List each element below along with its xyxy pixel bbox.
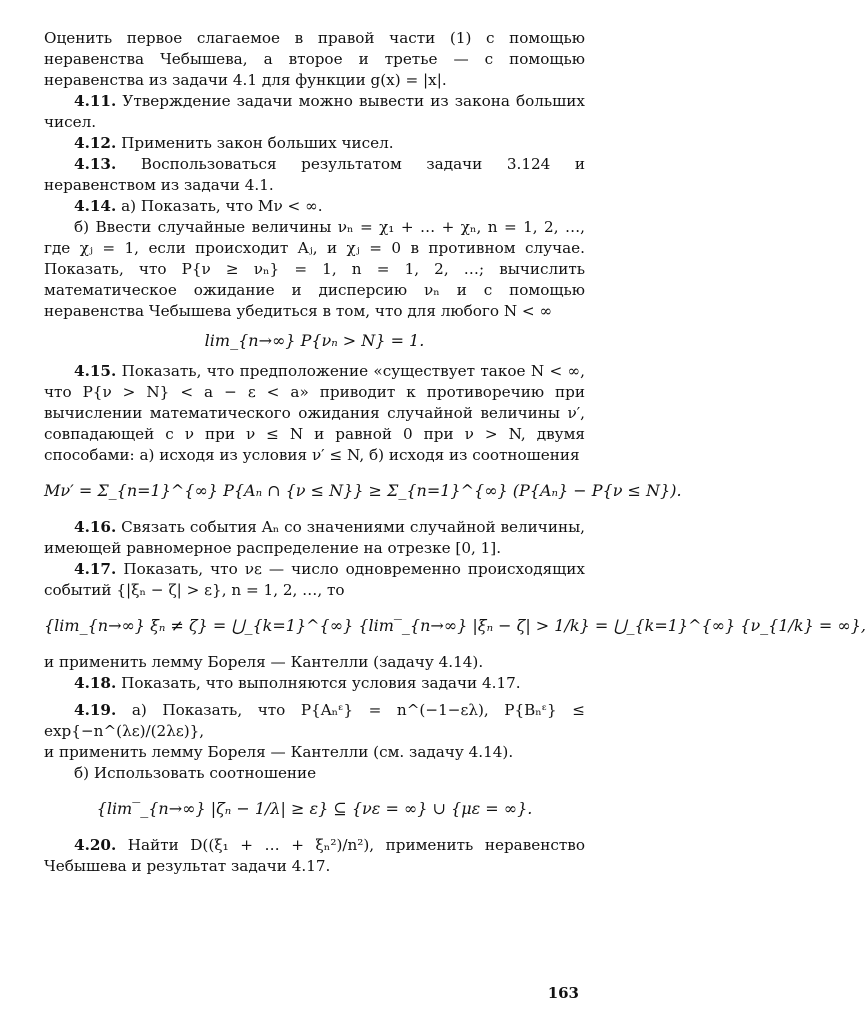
paragraph-text: а) Показать, что Mν < ∞. [116,197,323,215]
paragraph-text: Утверждение задачи можно вывести из закона больших чисел. [44,92,585,131]
paragraph-text: Показать, что предположение «существует такое N < ∞, что P{ν > N} < a − ε < a» приводит к противоречию при вычислении математического ожидания случайной величины ν′, совпадающей с ν при ν ≤ N и равной 0 при ν > N, двумя способами: а) исходя из условия ν′ ≤ N, б) исходя из соотношения [44,362,585,464]
problem-number: 4.16. [74,518,117,536]
problem-number: 4.20. [74,836,117,854]
problem-number: 4.18. [74,674,117,692]
paragraph-borel-cantelli-2 [44,742,585,763]
paragraph-text: и применить лемму Бореля — Кантелли (см. задачу 4.14). [44,743,514,761]
paragraph-4-17 [44,559,585,601]
paragraph-borel-cantelli [44,652,585,673]
paragraph-text: Применить закон больших чисел. [116,134,394,152]
paragraph-text: Оценить первое слагаемое в правой части (1) с помощью неравенства Чебышева, а второе и третье — с помощью неравенства из задачи 4.1 для функции g(x) = |x|. [44,29,585,89]
paragraph-4-16 [44,517,585,559]
paragraph-text: Найти D((ξ₁ + … + ξₙ²)/n²), применить неравенство Чебышева и результат задачи 4.17. [44,836,585,875]
problem-number: 4.11. [74,92,117,110]
paragraph-4-13 [44,154,585,196]
problem-number: 4.12. [74,134,117,152]
page-number: 163 [547,984,579,1002]
paragraph-text: Воспользоваться результатом задачи 3.124 и неравенством из задачи 4.1. [44,155,585,194]
problem-number: 4.14. [74,197,117,215]
paragraph-text: б) Ввести случайные величины νₙ = χ₁ + … + χₙ, n = 1, 2, …, где χⱼ = 1, если происходит Aⱼ, и χⱼ = 0 в противном случае. Показать, что P{ν ≥ νₙ} = 1, n = 1, 2, …; вычислить математическое ожидание и дисперсию νₙ и с помощью неравенства Чебышева убедиться в том, что для любого N < ∞ [44,218,585,320]
paragraph-4-18 [44,673,585,694]
paragraph-text: б) Использовать соотношение [74,764,317,782]
paragraph-4-15 [44,361,585,466]
problem-number: 4.13. [74,155,117,173]
problem-number: 4.17. [74,560,117,578]
paragraph-text: а) Показать, что P{Aₙᵋ} = n^(−1−ελ), P{Bₙᵋ} ≤ exp{−n^(λε)/(2λε)}, [44,701,585,740]
paragraph-text: и применить лемму Бореля — Кантелли (задачу 4.14). [44,653,484,671]
paragraph-4-19b [44,763,585,784]
paragraph-4-14b [44,217,585,322]
paragraph-text: Показать, что νε — число одновременно происходящих событий {|ξₙ − ζ| > ε}, n = 1, 2, …, то [44,560,585,599]
formula-expectation: Mν′ = Σ_{n=1}^{∞} P{Aₙ ∩ {ν ≤ N}} ≥ Σ_{n=1}^{∞} (P{Aₙ} − P{ν ≤ N}). [44,481,682,500]
formula-inclusion: {lim‾_{n→∞} |ζₙ − 1/λ| ≥ ε} ⊆ {νε = ∞} ∪ {με = ∞}. [96,799,533,818]
paragraph-4-19 [44,700,585,742]
paragraph-text: Связать события Aₙ со значениями случайной величины, имеющей равномерное распределение на отрезке [0, 1]. [44,518,585,557]
paragraph-intro [44,28,585,91]
paragraph-text: Показать, что выполняются условия задачи 4.17. [116,674,521,692]
paragraph-4-12 [44,133,585,154]
problem-number: 4.19. [74,701,117,719]
paragraph-4-14a [44,196,585,217]
paragraph-4-11 [44,91,585,133]
paragraph-4-20 [44,835,585,877]
formula-limit: lim_{n→∞} P{νₙ > N} = 1. [204,331,425,350]
formula-union: {lim_{n→∞} ξₙ ≠ ζ} = ⋃_{k=1}^{∞} {lim‾_{n→∞} |ξₙ − ζ| > 1/k} = ⋃_{k=1}^{∞} {ν_{1/k} = ∞}, [44,616,866,635]
problem-number: 4.15. [74,362,117,380]
